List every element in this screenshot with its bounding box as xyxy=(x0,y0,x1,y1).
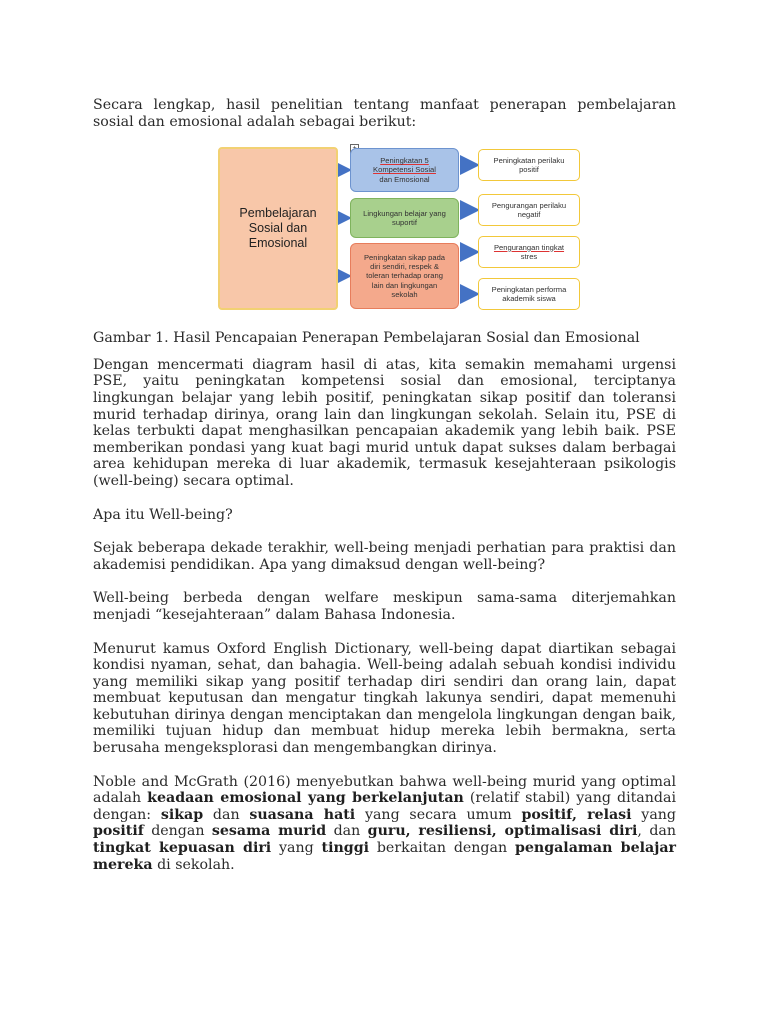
p5-text-1: Noble and McGrath (2016) menyebutkan bahwa well-being murid yang optimal adalah xyxy=(93,773,676,807)
m2-line1: Lingkungan belajar yang xyxy=(363,208,446,218)
paragraph-4: Menurut kamus Oxford English Dictionary, well-being dapat diartikan sebagai kondisi nyaman, sehat, dan bahagia. Well-being adalah sebuah kondisi individu yang memiliki sikap yang positif terhadap diri sendiri dan orang lain, dapat membuat keputusan dan mengatur tingkah lakunya sendiri, dapat memenuhi kebutuhan dirinya dengan menciptakan dan mengelola lingkungan dengan baik, memiliki tujuan hidup dan membuat hidup mereka lebih bermakna, serta berusaha mengeksplorasi dan mengembangkan dirinya. xyxy=(93,640,676,757)
main-line3: Emosional xyxy=(248,236,308,251)
p5-text-8: , dan xyxy=(637,823,676,840)
p5-bold-10: pengalaman belajar mereka xyxy=(93,840,676,873)
p5-text-3: dan xyxy=(203,806,250,823)
m3-line3: toleran terhadap orang xyxy=(366,271,443,281)
m3-line1: Peningkatan sikap pada xyxy=(363,252,446,262)
p5-bold-4: positif, relasi xyxy=(521,806,632,823)
diagram-right-box-2 xyxy=(478,194,580,226)
p5-text-7: dan xyxy=(326,823,368,840)
paragraph-3: Well-being berbeda dengan welfare meskipun sama-sama diterjemahkan menjadi “kesejahteraan” dalam Bahasa Indonesia. xyxy=(93,590,676,623)
p5-text-2: (relatif stabil) yang ditandai dengan: xyxy=(93,790,676,823)
m1-line3 xyxy=(373,175,436,184)
m1-line2-text: Kompetensi Sosial xyxy=(373,165,436,175)
section-heading: Apa itu Well-being? xyxy=(93,506,233,523)
p5-bold-5: positif xyxy=(93,823,144,840)
m3-line2: diri sendiri, respek & xyxy=(370,262,439,272)
m3-line4: lain dan lingkungan xyxy=(371,280,438,290)
p5-bold-2: sikap xyxy=(160,806,204,823)
intro-paragraph: Secara lengkap, hasil penelitian tentang manfaat penerapan pembelajaran sosial dan emosional adalah sebagai berikut: xyxy=(93,97,676,130)
main-line1: Pembelajaran xyxy=(239,206,317,221)
p5-bold-9: tinggi xyxy=(321,840,370,857)
diagram-mid-box-1 xyxy=(350,148,459,192)
p5-text-11: di sekolah. xyxy=(152,856,235,873)
r3-line1: Pengurangan tingkat xyxy=(493,242,565,252)
diagram-mid-box-2 xyxy=(350,198,459,238)
diagram-right-box-3 xyxy=(478,236,580,268)
p5-bold-8: tingkat kepuasan diri xyxy=(93,840,272,857)
p5-bold-7: guru, resiliensi, optimalisasi diri xyxy=(367,823,638,840)
m2-line2: suportif xyxy=(392,218,417,228)
r1-line1: Peningkatan perilaku xyxy=(493,155,565,165)
m1-line2 xyxy=(373,165,436,174)
diagram-right-box-1 xyxy=(478,149,580,181)
p5-text-6: dengan xyxy=(143,823,212,840)
p5-bold-1: keadaan emosional yang berkelanjutan xyxy=(147,790,464,807)
main-line2: Sosial dan xyxy=(248,221,308,236)
r4-line1: Peningkatan performa xyxy=(491,284,567,294)
m1-line1: Peningkatan 5 xyxy=(380,156,429,166)
diagram-mid-box-3 xyxy=(350,243,459,309)
r2-line1: Pengurangan perilaku xyxy=(491,200,567,210)
diagram-main-box xyxy=(218,147,338,310)
r1-line2: positif xyxy=(519,165,539,175)
m3-line5: sekolah xyxy=(391,290,418,300)
document-page xyxy=(93,97,676,890)
p5-text-4: yang secara umum xyxy=(355,806,522,823)
figure-caption: Gambar 1. Hasil Pencapaian Penerapan Pembelajaran Sosial dan Emosional xyxy=(93,330,640,347)
p5-bold-6: sesama murid xyxy=(211,823,327,840)
r4-line2: akademik siswa xyxy=(502,294,556,304)
paragraph-2: Sejak beberapa dekade terakhir, well-being menjadi perhatian para praktisi dan akademisi pendidikan. Apa yang dimaksud dengan well-being? xyxy=(93,540,676,573)
diagram-right-box-4 xyxy=(478,278,580,310)
r2-line2: negatif xyxy=(517,210,541,220)
p5-text-5: yang xyxy=(631,806,676,823)
sel-diagram xyxy=(217,144,587,312)
r3-line2: stres xyxy=(520,252,538,262)
p5-text-9: yang xyxy=(271,840,322,857)
m1-line3-text: dan Emosional xyxy=(379,174,430,184)
paragraph-1: Dengan mencermati diagram hasil di atas, kita semakin memahami urgensi PSE, yaitu peningkatan kompetensi sosial dan emosional, terciptanya lingkungan belajar yang lebih positif, peningkatan sikap positif dan toleransi murid terhadap dirinya, orang lain dan lingkungan sekolah. Selain itu, PSE di kelas terbukti dapat menghasilkan pencapaian akademik yang lebih baik. PSE memberikan pondasi yang kuat bagi murid untuk dapat sukses dalam berbagai area kehidupan mereka di luar akademik, termasuk kesejahteraan psikologis (well-being) secara optimal. xyxy=(93,356,676,489)
p5-text-10: berkaitan dengan xyxy=(369,840,515,857)
paragraph-5 xyxy=(93,774,676,874)
p5-bold-3: suasana hati xyxy=(249,806,356,823)
